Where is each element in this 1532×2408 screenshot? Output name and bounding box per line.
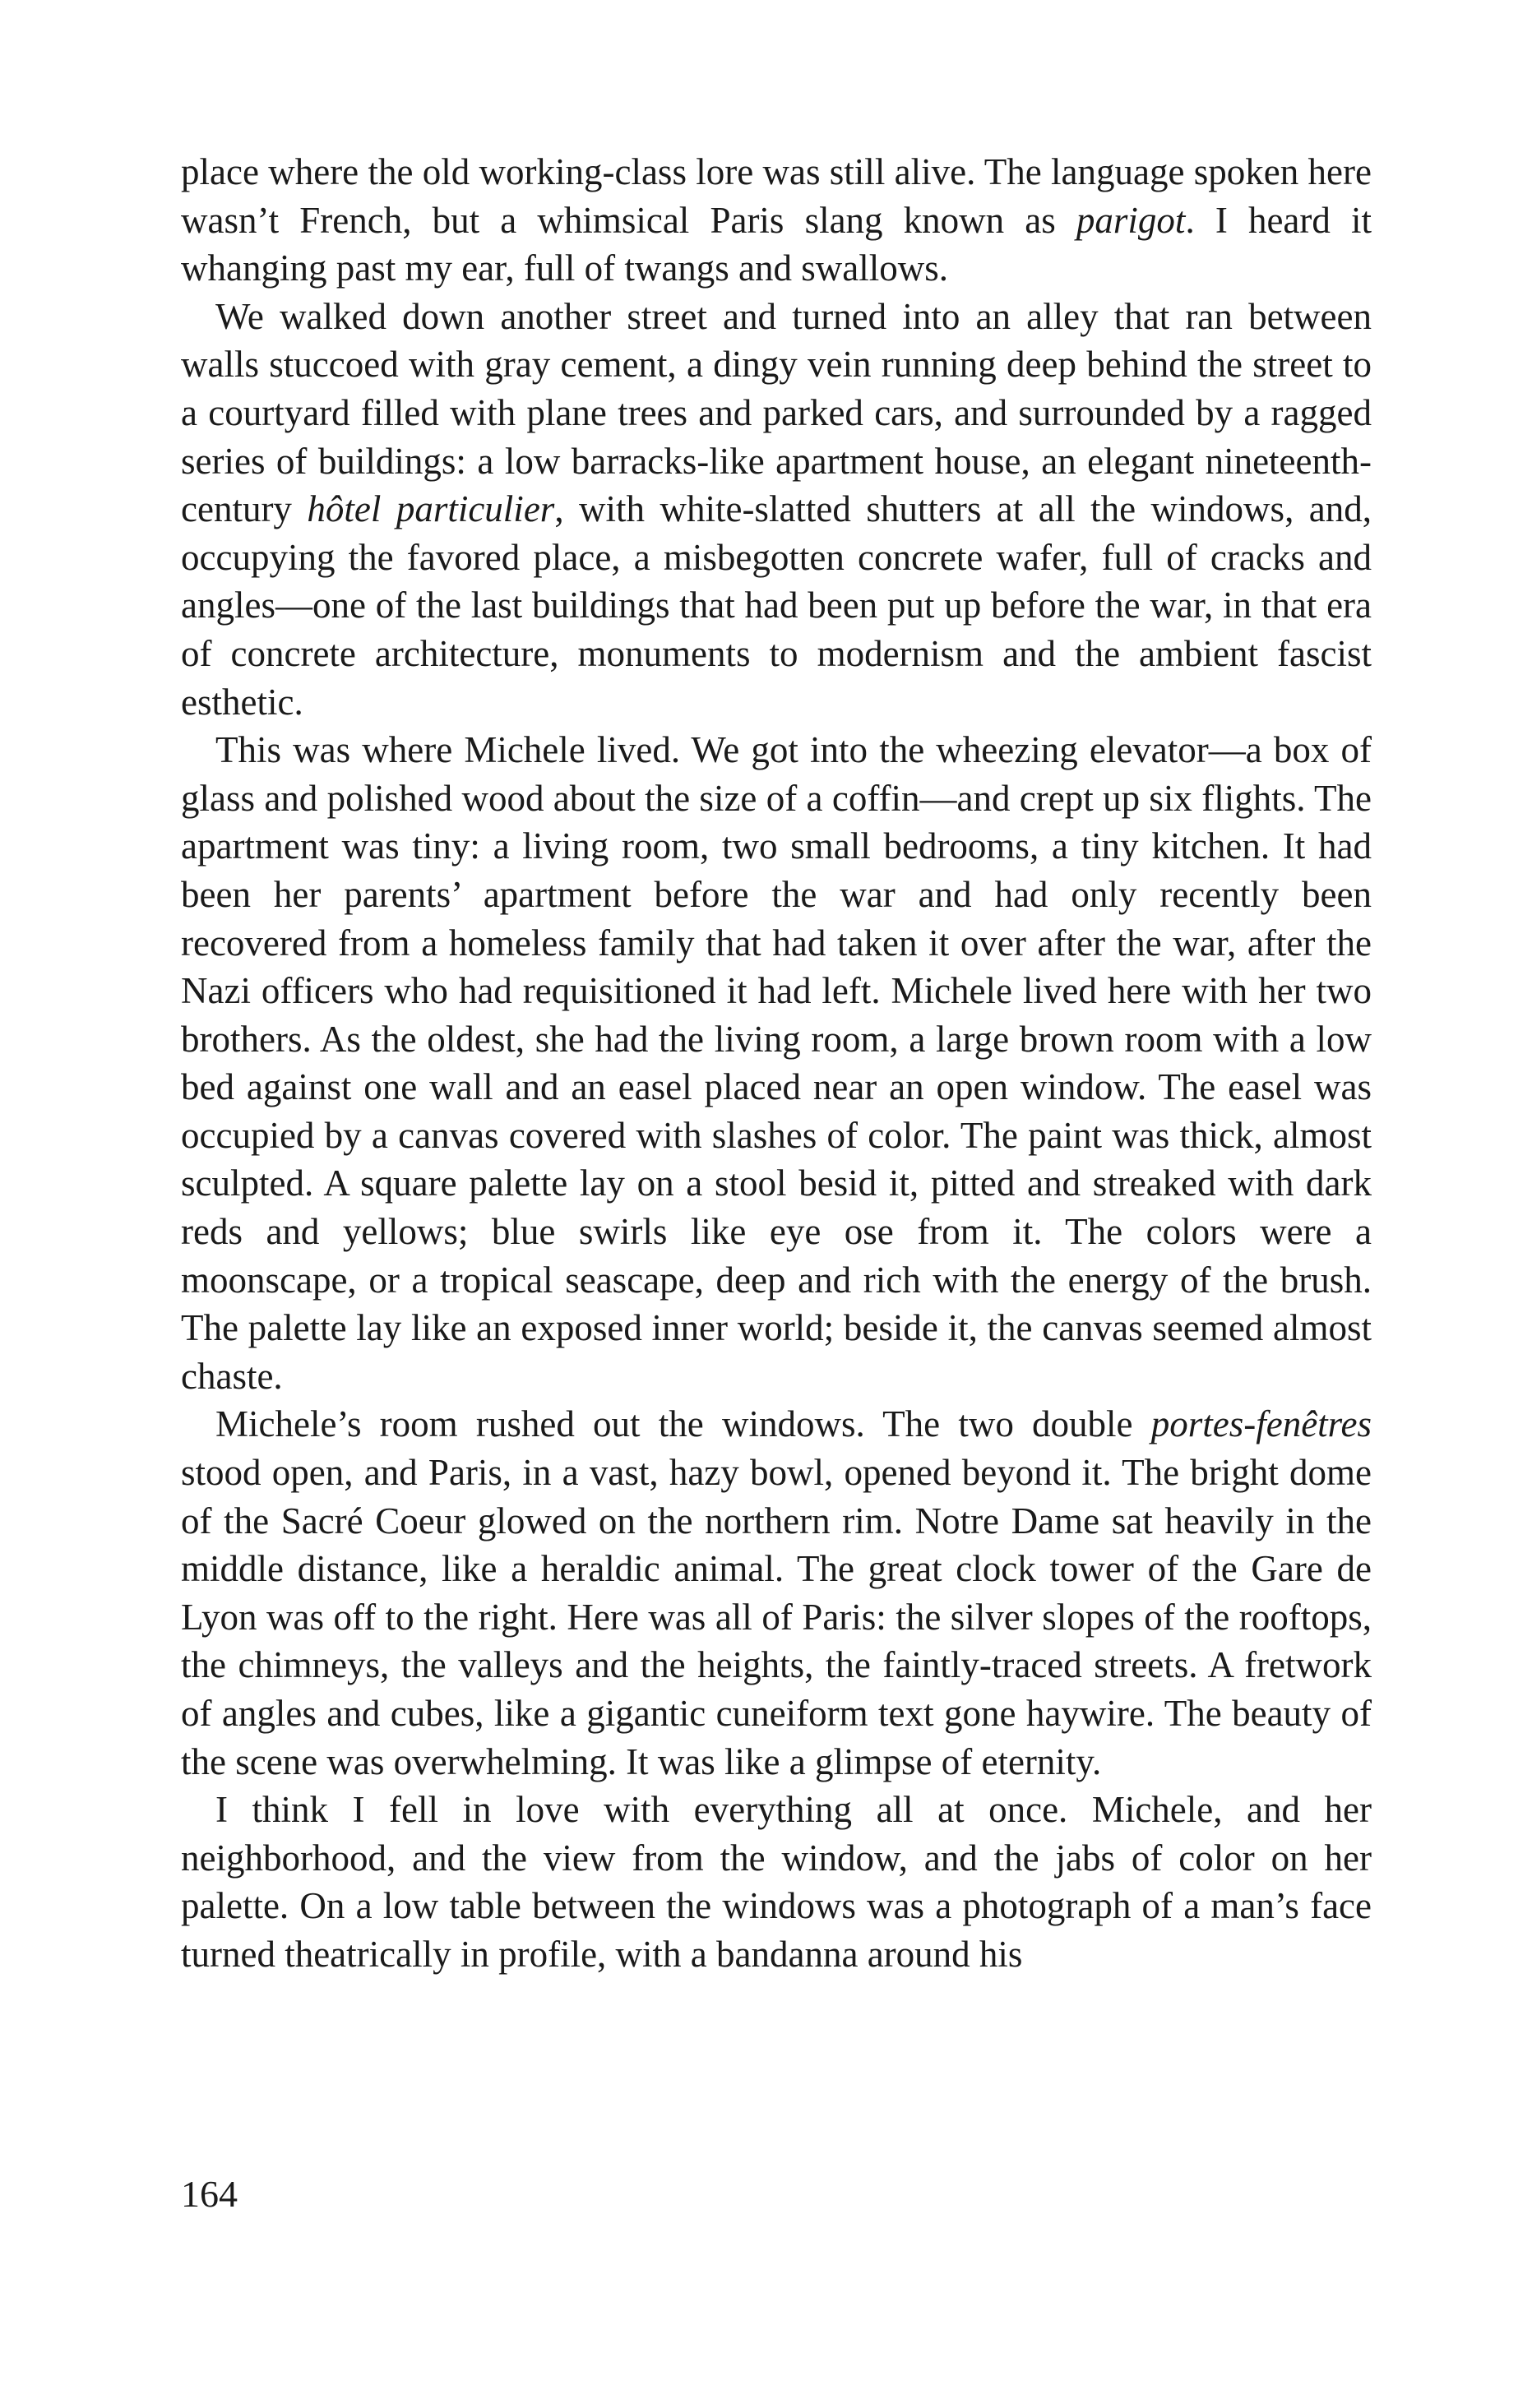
paragraph-text: I think I fell in love with everything all at once. Michele, and her neighborhood, and the view from the window, and the jabs of color on her palette. On a low table between the windows was a photograph of a man’s face turned theatrically in profile, with a bandanna around his [181,1789,1372,1975]
paragraph [181,726,1372,1400]
paragraph-text: . I heard it whanging past my ear, full of twangs and swallows. [181,199,1372,289]
paragraph-text: , with white-slatted shutters at all the windows, and, occupying the favored place, a misbegotten concrete wafer, full of cracks and angles—one of the last buildings that had been put up before the war, in that era of concrete architecture, monuments to modernism and the ambient fascist esthetic. [181,488,1372,723]
paragraph [181,1400,1372,1786]
paragraph-text: stood open, and Paris, in a vast, hazy bowl, opened beyond it. The bright dome of the Sacré Coeur glowed on the northern rim. Notre Dame sat heavily in the middle distance, like a heraldic animal. The great clock tower of the Gare de Lyon was off to the right. Here was all of Paris: the silver slopes of the rooftops, the chimneys, the valleys and the heights, the faintly-traced streets. A fretwork of angles and cubes, like a gigantic cuneiform text gone haywire. The beauty of the scene was overwhelming. It was like a glimpse of eternity. [181,1452,1372,1782]
page-body [181,148,1372,1979]
paragraph-text: This was where Michele lived. We got into the wheezing elevator—a box of glass and polished wood about the size of a coffin—and crept up six flights. The apartment was tiny: a living room, two small bedrooms, a tiny kitchen. It had been her parents’ apartment before the war and had only recently been recovered from a homeless family that had taken it over after the war, after the Nazi officers who had requisitioned it had left. Michele lived here with her two brothers. As the oldest, she had the living room, a large brown room with a low bed against one wall and an easel placed near an open window. The easel was occupied by a canvas covered with slashes of color. The paint was thick, almost sculpted. A square palette lay on a stool besid it, pitted and streaked with dark reds and yellows; blue swirls like eye ose from it. The colors were a moonscape, or a tropical seascape, deep and rich with the energy of the brush. The palette lay like an exposed inner world; beside it, the canvas seemed almost chaste. [181,729,1372,1397]
paragraph-text: place where the old working-class lore was still alive. The language spoken here wasn’t French, but a whimsical Paris slang known as [181,151,1372,241]
italic-term: parigot [1076,199,1186,241]
paragraph-text: We walked down another street and turned into an alley that ran between walls stuccoed with gray cement, a dingy vein running deep behind the street to a courtyard filled with plane trees and parked cars, and surrounded by a ragged series of buildings: a low barracks-like apartment house, an elegant nineteenth-century [181,295,1372,530]
paragraph-text: Michele’s room rushed out the windows. The two double [215,1403,1151,1445]
italic-term: portes-fenêtres [1150,1403,1372,1445]
italic-term: hôtel particulier [307,488,555,530]
paragraph [181,1786,1372,1978]
paragraph [181,148,1372,293]
paragraph [181,293,1372,726]
page-number: 164 [181,2173,238,2215]
